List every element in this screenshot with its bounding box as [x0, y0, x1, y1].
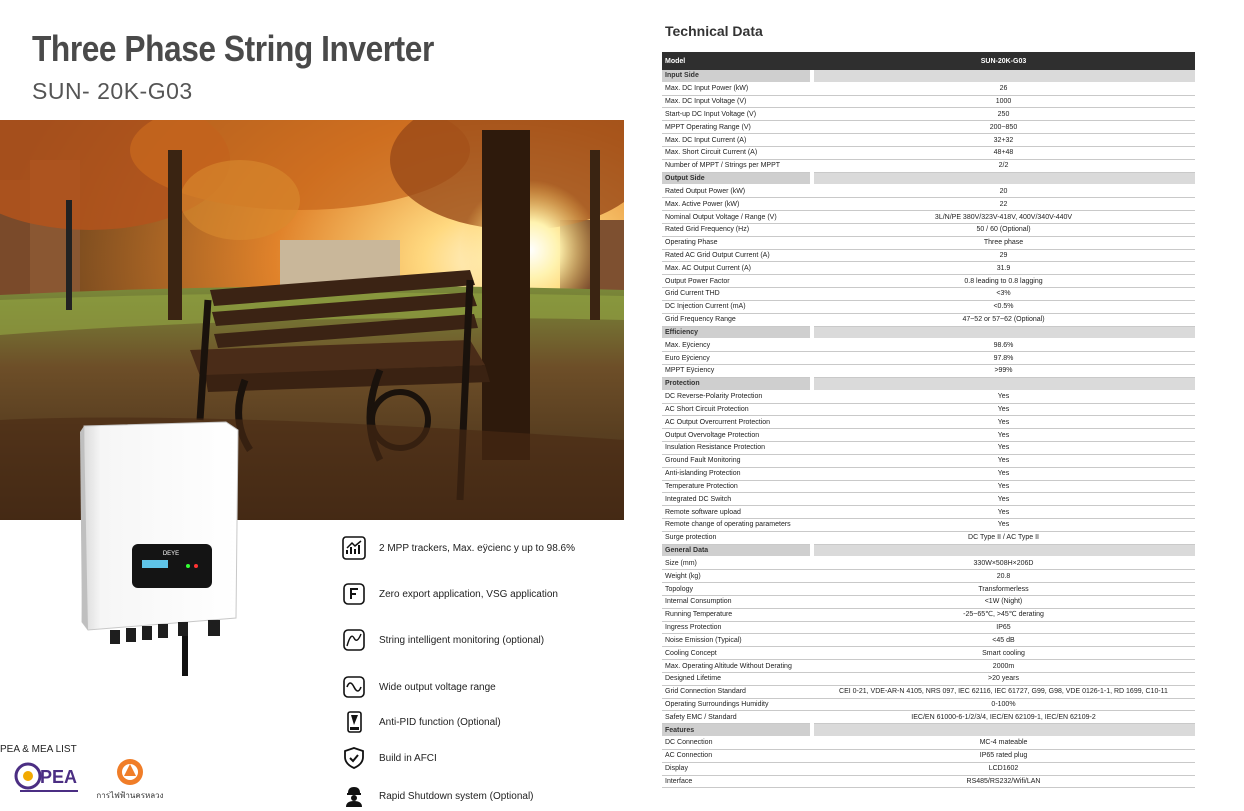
spec-value: >99% — [812, 365, 1195, 378]
spec-label: Size (mm) — [662, 557, 812, 570]
spec-value: Yes — [812, 454, 1195, 467]
spec-value: 2/2 — [812, 159, 1195, 172]
spec-label: Output Overvoltage Protection — [662, 429, 812, 442]
shield-check-icon — [342, 746, 366, 770]
spec-value: 0-100% — [812, 698, 1195, 711]
table-row — [662, 262, 1195, 275]
spec-label: Remote software upload — [662, 506, 812, 519]
header-value: SUN-20K-G03 — [812, 52, 1195, 70]
table-row — [662, 403, 1195, 416]
spec-label: Weight (kg) — [662, 570, 812, 583]
table-row — [662, 480, 1195, 493]
spec-value: IP65 — [812, 621, 1195, 634]
spec-value: 48+48 — [812, 146, 1195, 159]
spec-value: 26 — [812, 82, 1195, 95]
model-subtitle: SUN- 20K-G03 — [32, 78, 193, 104]
spec-label: Ingress Protection — [662, 621, 812, 634]
table-row — [662, 634, 1195, 647]
table-row — [662, 249, 1195, 262]
table-row — [662, 531, 1195, 544]
table-row — [662, 211, 1195, 224]
spec-value: 20 — [812, 185, 1195, 198]
spec-value: IEC/EN 61000-6-1/2/3/4, IEC/EN 62109-1, IEC/EN 62109-2 — [812, 711, 1195, 724]
table-row — [662, 762, 1195, 775]
table-row — [662, 583, 1195, 596]
feature-text: Rapid Shutdown system (Optional) — [379, 790, 534, 802]
spec-label: Interface — [662, 775, 812, 788]
spec-label: Max. AC Output Current (A) — [662, 262, 812, 275]
spec-label: Anti-islanding Protection — [662, 467, 812, 480]
feature-text: Zero export application, VSG application — [379, 588, 558, 600]
device-brand-label: DEYE — [162, 551, 180, 557]
spec-value: Yes — [812, 480, 1195, 493]
spec-value: IP65 rated plug — [812, 749, 1195, 762]
spec-value: Yes — [812, 442, 1195, 455]
section-header-row — [662, 377, 1195, 390]
table-row — [662, 390, 1195, 403]
spec-label: AC Output Overcurrent Protection — [662, 416, 812, 429]
section-title: Efficiency — [662, 326, 812, 339]
feature-text: Wide output voltage range — [379, 681, 496, 693]
svg-text:PEA: PEA — [40, 767, 78, 787]
spec-value: 1000 — [812, 95, 1195, 108]
anti-pid-icon — [342, 710, 366, 734]
certification-logos — [14, 752, 174, 806]
spec-label: Insulation Resistance Protection — [662, 442, 812, 455]
section-title: Input Side — [662, 70, 812, 82]
spec-value: 29 — [812, 249, 1195, 262]
spec-label: Safety EMC / Standard — [662, 711, 812, 724]
section-title: Protection — [662, 377, 812, 390]
section-title: General Data — [662, 544, 812, 557]
table-row — [662, 518, 1195, 531]
section-header-row — [662, 544, 1195, 557]
table-row — [662, 749, 1195, 762]
spec-label: Noise Emission (Typical) — [662, 634, 812, 647]
table-row — [662, 442, 1195, 455]
spec-label: Designed Lifetime — [662, 672, 812, 685]
spec-label: Rated Output Power (kW) — [662, 185, 812, 198]
spec-label: Grid Frequency Range — [662, 313, 812, 326]
spec-value: 3L/N/PE 380V/323V-418V, 400V/340V-440V — [812, 211, 1195, 224]
feature-item — [342, 628, 544, 652]
spec-label: Topology — [662, 583, 812, 596]
table-row — [662, 775, 1195, 788]
section-header-row — [662, 326, 1195, 339]
section-title: Output Side — [662, 172, 812, 185]
sine-wave-icon — [342, 675, 366, 699]
monitoring-icon — [342, 628, 366, 652]
table-row — [662, 685, 1195, 698]
header-label: Model — [662, 52, 812, 70]
zero-export-icon — [342, 582, 366, 606]
table-row — [662, 134, 1195, 147]
table-row — [662, 660, 1195, 673]
spec-value: Yes — [812, 390, 1195, 403]
table-row — [662, 608, 1195, 621]
table-row — [662, 621, 1195, 634]
feature-text: String intelligent monitoring (optional) — [379, 634, 545, 646]
spec-value: Yes — [812, 518, 1195, 531]
spec-value: LCD1602 — [812, 762, 1195, 775]
spec-value: <1W (Night) — [812, 595, 1195, 608]
spec-value: 97.8% — [812, 352, 1195, 365]
spec-value: 31.9 — [812, 262, 1195, 275]
spec-value: 2000m — [812, 660, 1195, 673]
spec-value: RS485/RS232/Wifi/LAN — [812, 775, 1195, 788]
section-spacer — [812, 377, 1195, 390]
spec-label: Surge protection — [662, 531, 812, 544]
spec-label: Rated AC Grid Output Current (A) — [662, 249, 812, 262]
table-row — [662, 570, 1195, 583]
spec-value: 22 — [812, 198, 1195, 211]
table-row — [662, 698, 1195, 711]
spec-label: DC Reverse-Polarity Protection — [662, 390, 812, 403]
section-spacer — [812, 544, 1195, 557]
section-spacer — [812, 326, 1195, 339]
section-header-row — [662, 70, 1195, 82]
table-row — [662, 185, 1195, 198]
spec-value: Yes — [812, 429, 1195, 442]
inverter-device-image — [76, 418, 246, 678]
spec-value: Transformerless — [812, 583, 1195, 596]
technical-data-title: Technical Data — [665, 23, 763, 39]
spec-value: 330W×508H×206D — [812, 557, 1195, 570]
spec-label: Remote change of operating parameters — [662, 518, 812, 531]
table-row — [662, 467, 1195, 480]
spec-label: Ground Fault Monitoring — [662, 454, 812, 467]
table-row — [662, 647, 1195, 660]
table-row — [662, 429, 1195, 442]
spec-value: MC-4 mateable — [812, 737, 1195, 750]
feature-text: Build in AFCI — [379, 752, 437, 764]
spec-label: Number of MPPT / Strings per MPPT — [662, 159, 812, 172]
feature-item — [342, 536, 575, 560]
spec-label: Rated Grid Frequency (Hz) — [662, 223, 812, 236]
spec-value: 0.8 leading to 0.8 lagging — [812, 275, 1195, 288]
table-row — [662, 313, 1195, 326]
spec-label: Output Power Factor — [662, 275, 812, 288]
table-row — [662, 595, 1195, 608]
spec-label: Grid Current THD — [662, 288, 812, 301]
table-row — [662, 557, 1195, 570]
pea-logo — [14, 752, 174, 806]
feature-item — [342, 582, 558, 606]
spec-value: 20.8 — [812, 570, 1195, 583]
section-header-row — [662, 724, 1195, 737]
spec-label: Integrated DC Switch — [662, 493, 812, 506]
spec-label: DC Connection — [662, 737, 812, 750]
spec-label: Start-up DC Input Voltage (V) — [662, 108, 812, 121]
worker-icon — [342, 784, 366, 808]
table-row — [662, 365, 1195, 378]
spec-label: Temperature Protection — [662, 480, 812, 493]
spec-value: Smart cooling — [812, 647, 1195, 660]
spec-value: >20 years — [812, 672, 1195, 685]
table-row — [662, 352, 1195, 365]
table-row — [662, 275, 1195, 288]
section-spacer — [812, 724, 1195, 737]
table-row — [662, 339, 1195, 352]
section-spacer — [812, 172, 1195, 185]
spec-label: Max. DC Input Current (A) — [662, 134, 812, 147]
table-header-row — [662, 52, 1195, 70]
table-row — [662, 506, 1195, 519]
spec-label: Euro Eÿciency — [662, 352, 812, 365]
spec-label: Operating Surroundings Humidity — [662, 698, 812, 711]
table-row — [662, 672, 1195, 685]
table-row — [662, 737, 1195, 750]
spec-label: Max. Eÿciency — [662, 339, 812, 352]
feature-item — [342, 675, 496, 699]
table-row — [662, 95, 1195, 108]
feature-list — [342, 530, 632, 810]
spec-value: 200~850 — [812, 121, 1195, 134]
table-row — [662, 146, 1195, 159]
spec-value: -25~65℃, >45℃ derating — [812, 608, 1195, 621]
spec-label: Max. Operating Altitude Without Derating — [662, 660, 812, 673]
table-row — [662, 493, 1195, 506]
spec-label: Display — [662, 762, 812, 775]
spec-label: Nominal Output Voltage / Range (V) — [662, 211, 812, 224]
table-row — [662, 300, 1195, 313]
table-row — [662, 121, 1195, 134]
table-row — [662, 108, 1195, 121]
spec-label: Max. DC Input Power (kW) — [662, 82, 812, 95]
spec-value: <0.5% — [812, 300, 1195, 313]
spec-label: Max. DC Input Voltage (V) — [662, 95, 812, 108]
table-row — [662, 198, 1195, 211]
spec-value: 98.6% — [812, 339, 1195, 352]
section-title: Features — [662, 724, 812, 737]
table-row — [662, 236, 1195, 249]
feature-item — [342, 746, 437, 770]
feature-item — [342, 784, 534, 808]
spec-label: AC Connection — [662, 749, 812, 762]
spec-label: MPPT Operating Range (V) — [662, 121, 812, 134]
table-row — [662, 416, 1195, 429]
table-row — [662, 82, 1195, 95]
feature-item — [342, 710, 501, 734]
spec-value: 50 / 60 (Optional) — [812, 223, 1195, 236]
table-row — [662, 159, 1195, 172]
table-row — [662, 288, 1195, 301]
feature-text: Anti-PID function (Optional) — [379, 716, 501, 728]
spec-value: Yes — [812, 416, 1195, 429]
spec-value: 32+32 — [812, 134, 1195, 147]
spec-label: DC Injection Current (mA) — [662, 300, 812, 313]
spec-label: Operating Phase — [662, 236, 812, 249]
spec-label: Max. Active Power (kW) — [662, 198, 812, 211]
spec-value: Yes — [812, 506, 1195, 519]
spec-label: AC Short Circuit Protection — [662, 403, 812, 416]
spec-value: Yes — [812, 493, 1195, 506]
spec-label: Grid Connection Standard — [662, 685, 812, 698]
table-row — [662, 711, 1195, 724]
certification-list-title: PEA & MEA LIST — [0, 744, 77, 755]
spec-value: DC Type II / AC Type II — [812, 531, 1195, 544]
spec-label: Cooling Concept — [662, 647, 812, 660]
spec-value: Yes — [812, 467, 1195, 480]
feature-text: 2 MPP trackers, Max. eÿcienc y up to 98.6% — [379, 542, 576, 554]
spec-value: CEI 0-21, VDE-AR-N 4105, NRS 097, IEC 62116, IEC 61727, G99, G98, VDE 0126-1-1, RD 1699, C10-11 — [812, 685, 1195, 698]
spec-value: Three phase — [812, 236, 1195, 249]
spec-value: <45 dB — [812, 634, 1195, 647]
spec-label: Max. Short Circuit Current (A) — [662, 146, 812, 159]
spec-value: 47~52 or 57~62 (Optional) — [812, 313, 1195, 326]
section-header-row — [662, 172, 1195, 185]
spec-value: Yes — [812, 403, 1195, 416]
spec-label: Running Temperature — [662, 608, 812, 621]
efficiency-chart-icon — [342, 536, 366, 560]
mea-logo-text: การไฟฟ้านครหลวง — [96, 791, 164, 800]
spec-value: <3% — [812, 288, 1195, 301]
table-row — [662, 223, 1195, 236]
spec-label: MPPT Eÿciency — [662, 365, 812, 378]
page-title: Three Phase String Inverter — [32, 28, 434, 69]
section-spacer — [812, 70, 1195, 82]
spec-value: 250 — [812, 108, 1195, 121]
spec-label: Internal Consumption — [662, 595, 812, 608]
technical-data-table — [662, 52, 1195, 788]
table-row — [662, 454, 1195, 467]
